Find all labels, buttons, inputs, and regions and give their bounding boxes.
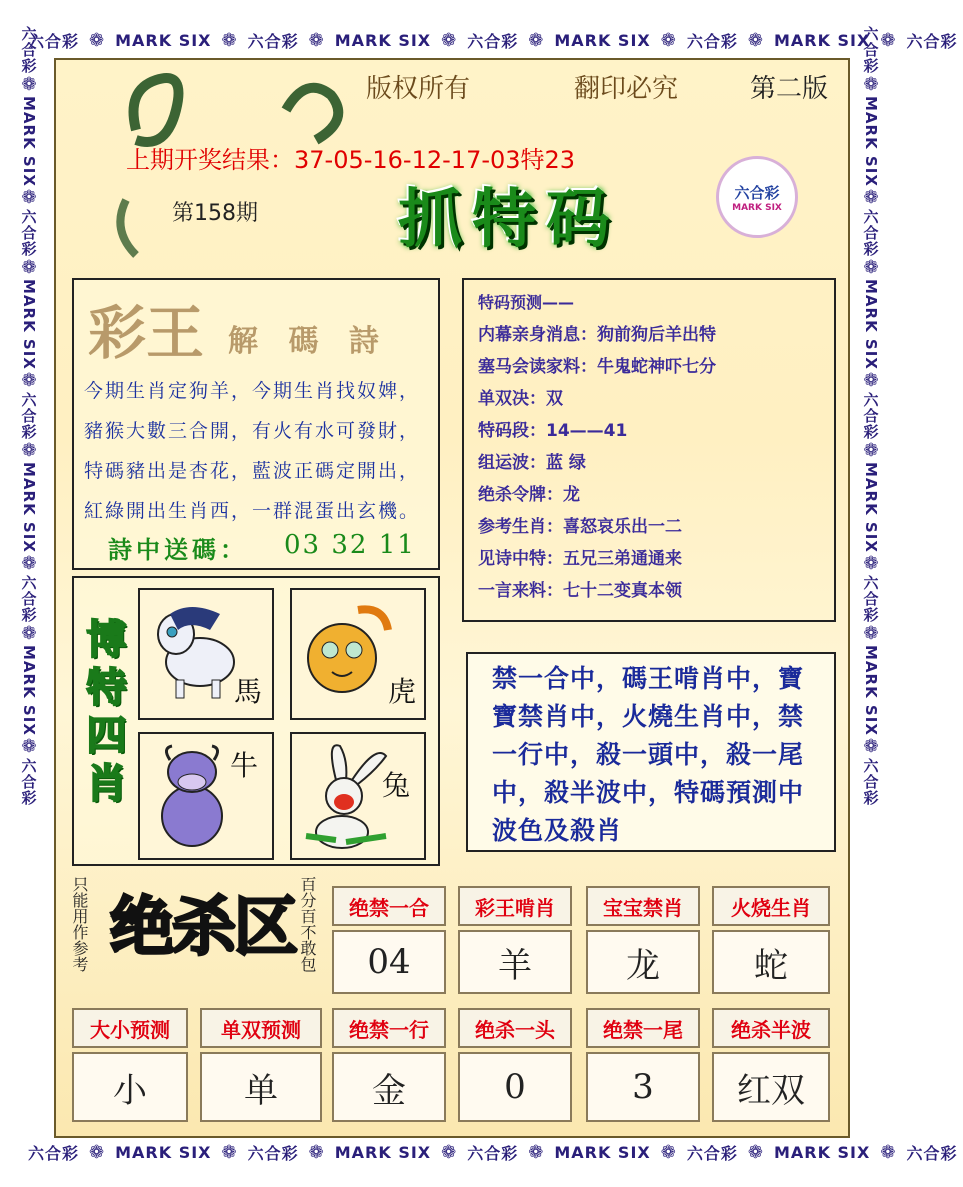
frame-right-band	[856, 26, 886, 1166]
prediction-box	[462, 278, 836, 622]
flower-icon: ❁	[747, 29, 764, 51]
kill-value: 羊	[458, 930, 572, 994]
frame-band-text: MARK SIX	[20, 278, 38, 370]
edition-text: 第二版	[750, 74, 829, 104]
poem-send-label: 詩中送碼：	[108, 535, 248, 564]
flower-icon: ❁	[860, 186, 882, 209]
mark-six-logo	[716, 156, 798, 238]
prediction-heading: 特码预测——	[478, 293, 575, 312]
zodiac-title	[82, 618, 132, 810]
flower-icon: ❁	[18, 74, 40, 96]
flower-icon: ❁	[441, 29, 458, 51]
frame-bottom-band	[22, 1138, 958, 1166]
bans-text: 禁一合中，碼王啃肖中，寶寶禁肖中，火燒生肖中，禁一行中，殺一頭中，殺一尾中，殺半波中，特碼預測中波色及殺肖	[492, 664, 805, 845]
flower-icon: ❁	[880, 29, 897, 51]
frame-band-text: MARK SIX	[334, 30, 432, 50]
frame-band-text: MARK SIX	[115, 30, 212, 50]
flower-icon: ❁	[860, 369, 882, 392]
main-title: 抓特码	[398, 182, 620, 257]
rabbit-icon	[296, 740, 396, 852]
kill-zone-right-note: 百分百不敢包	[298, 876, 317, 972]
frame-band-text: MARK SIX	[773, 30, 871, 50]
kill-value: 3	[586, 1052, 700, 1122]
prediction-line: 塞马会读家料：牛鬼蛇神吓七分	[478, 357, 716, 377]
horse-icon	[150, 600, 240, 700]
flower-icon: ❁	[18, 256, 40, 279]
kill-label: 绝禁一行	[332, 1008, 446, 1048]
frame-band-text: 六合彩	[19, 391, 38, 440]
flower-icon: ❁	[221, 29, 238, 51]
frame-band-text: MARK SIX	[862, 644, 880, 736]
poem-line-2: 豬猴大數三合開，有火有水可發財，	[84, 420, 421, 442]
frame-band-text: 六合彩	[686, 31, 738, 51]
poem-line-4: 紅綠開出生肖西，一群混蛋出玄機。	[84, 500, 421, 522]
flower-icon: ❁	[860, 256, 882, 279]
poem-title-small: 解 碼 詩	[228, 324, 389, 359]
last-result-text: 上期开奖结果：37-05-16-12-17-03特23	[126, 146, 576, 174]
kill-value: 蛇	[712, 930, 830, 994]
frame-band-text: 六合彩	[28, 31, 80, 51]
flower-icon: ❁	[860, 735, 882, 758]
flower-icon: ❁	[441, 1141, 458, 1163]
kill-value: 小	[72, 1052, 188, 1122]
flower-icon: ❁	[18, 439, 40, 462]
frame-band-text: MARK SIX	[862, 461, 880, 553]
zodiac-label: 馬	[234, 675, 263, 708]
frame-band-text: 六合彩	[861, 208, 880, 257]
flower-icon: ❁	[860, 74, 882, 96]
zodiac-cell-tiger	[290, 588, 426, 720]
frame-band-text: MARK SIX	[862, 96, 880, 187]
prediction-line: 参考生肖：喜怒哀乐出一二	[478, 517, 682, 537]
frame-band-text: MARK SIX	[554, 30, 651, 50]
prediction-line: 内幕亲身消息：狗前狗后羊出特	[478, 325, 716, 345]
kill-value: 单	[200, 1052, 322, 1122]
frame-left-band	[14, 26, 44, 1166]
flower-icon: ❁	[880, 1141, 897, 1163]
prediction-line: 单双决：双	[478, 389, 563, 409]
frame-band-text: MARK SIX	[20, 96, 38, 187]
right-note-wrap	[298, 876, 320, 972]
kill-zone-left-note: 只能用作参考	[70, 876, 89, 972]
flower-icon: ❁	[308, 1141, 325, 1163]
flower-icon: ❁	[308, 29, 325, 51]
prediction-line: 绝杀令牌：龙	[478, 485, 580, 505]
zodiac-cell-ox	[138, 732, 274, 860]
kill-value: 金	[332, 1052, 446, 1122]
frame-band-text: 六合彩	[19, 208, 38, 257]
logo-cn: 六合彩	[734, 183, 780, 202]
frame-band-text: MARK SIX	[334, 1142, 432, 1162]
flower-icon: ❁	[860, 439, 882, 462]
frame-band-text: MARK SIX	[862, 278, 880, 370]
kill-label: 绝杀半波	[712, 1008, 830, 1048]
frame-band-text: 六合彩	[28, 1143, 80, 1163]
zodiac-label: 虎	[388, 675, 417, 708]
poem-title-big: 彩王	[88, 299, 205, 367]
flower-icon: ❁	[18, 735, 40, 758]
prediction-line: 组运波：蓝 绿	[478, 453, 586, 473]
issue-number: 第158期	[172, 201, 258, 226]
tiger-icon	[298, 600, 398, 704]
kill-label: 火烧生肖	[712, 886, 830, 926]
prediction-line: 见诗中特：五兄三弟通通来	[478, 549, 682, 569]
zodiac-label: 兔	[382, 769, 411, 802]
flower-icon: ❁	[528, 1141, 545, 1163]
flower-icon: ❁	[18, 552, 40, 575]
frame-band-text: 六合彩	[19, 757, 38, 806]
frame-band-text: 六合彩	[686, 1143, 738, 1163]
frame-band-text: 六合彩	[861, 26, 880, 74]
no-copy-text: 翻印必究	[574, 74, 679, 104]
frame-band-text: 六合彩	[467, 1143, 519, 1163]
kill-label: 宝宝禁肖	[586, 886, 700, 926]
kill-label: 大小预测	[72, 1008, 188, 1048]
poem-send-numbers: 03 32 11	[284, 530, 416, 560]
frame-band-text: MARK SIX	[20, 644, 38, 736]
kill-value: 红双	[712, 1052, 830, 1122]
poem-line-3: 特碼豬出是杏花，藍波正碼定開出，	[84, 460, 421, 482]
zodiac-title-text: 博特四肖	[80, 618, 127, 810]
frame-band-text: 六合彩	[247, 1143, 299, 1163]
kill-label: 绝杀一头	[458, 1008, 572, 1048]
frame-band-text: MARK SIX	[20, 461, 38, 553]
logo-en: MARK SIX	[732, 202, 782, 213]
flower-icon: ❁	[660, 29, 677, 51]
flower-icon: ❁	[18, 369, 40, 392]
kill-value: 04	[332, 930, 446, 994]
poem-line-1: 今期生肖定狗羊，今期生肖找奴婢，	[84, 380, 421, 402]
flower-icon: ❁	[860, 622, 882, 645]
flower-icon: ❁	[18, 186, 40, 209]
frame-band-text: 六合彩	[861, 574, 880, 623]
zodiac-cell-horse	[138, 588, 274, 720]
zodiac-label: 牛	[230, 749, 259, 782]
frame-band-text: 六合彩	[861, 391, 880, 440]
ox-icon	[148, 742, 238, 852]
frame-band-text: 六合彩	[19, 26, 38, 74]
flower-icon: ❁	[528, 29, 545, 51]
prediction-line: 特码段：14——41	[478, 421, 628, 441]
frame-band-text: 六合彩	[467, 31, 519, 51]
left-note-wrap	[70, 876, 92, 972]
kill-label: 绝禁一合	[332, 886, 446, 926]
kill-zone-title: 绝杀区	[110, 890, 296, 965]
kill-label: 单双预测	[200, 1008, 322, 1048]
frame-band-text: MARK SIX	[115, 1142, 212, 1162]
flower-icon: ❁	[18, 622, 40, 645]
frame-band-text: MARK SIX	[554, 1142, 651, 1162]
flower-icon: ❁	[221, 1141, 238, 1163]
frame-band-text: 六合彩	[906, 1143, 958, 1163]
main-panel	[54, 58, 850, 1138]
flower-icon: ❁	[660, 1141, 677, 1163]
kill-value: 龙	[586, 930, 700, 994]
bans-box	[466, 652, 836, 852]
frame-band-text: MARK SIX	[773, 1142, 871, 1162]
kill-label: 彩王啃肖	[458, 886, 572, 926]
frame-band-text: 六合彩	[861, 757, 880, 806]
zodiac-cell-rabbit	[290, 732, 426, 860]
frame-band-text: 六合彩	[906, 31, 958, 51]
poem-box	[72, 278, 440, 570]
flower-icon: ❁	[89, 1141, 106, 1163]
frame-band-text: 六合彩	[19, 574, 38, 623]
copyright-text: 版权所有	[366, 74, 471, 104]
kill-value: 0	[458, 1052, 572, 1122]
frame-band-text: 六合彩	[247, 31, 299, 51]
flower-icon: ❁	[860, 552, 882, 575]
flower-icon: ❁	[747, 1141, 764, 1163]
zodiac-box	[72, 576, 440, 866]
prediction-line: 一言来料：七十二变真本领	[478, 581, 682, 601]
flower-icon: ❁	[89, 29, 106, 51]
frame-top-band	[22, 26, 958, 54]
kill-label: 绝禁一尾	[586, 1008, 700, 1048]
